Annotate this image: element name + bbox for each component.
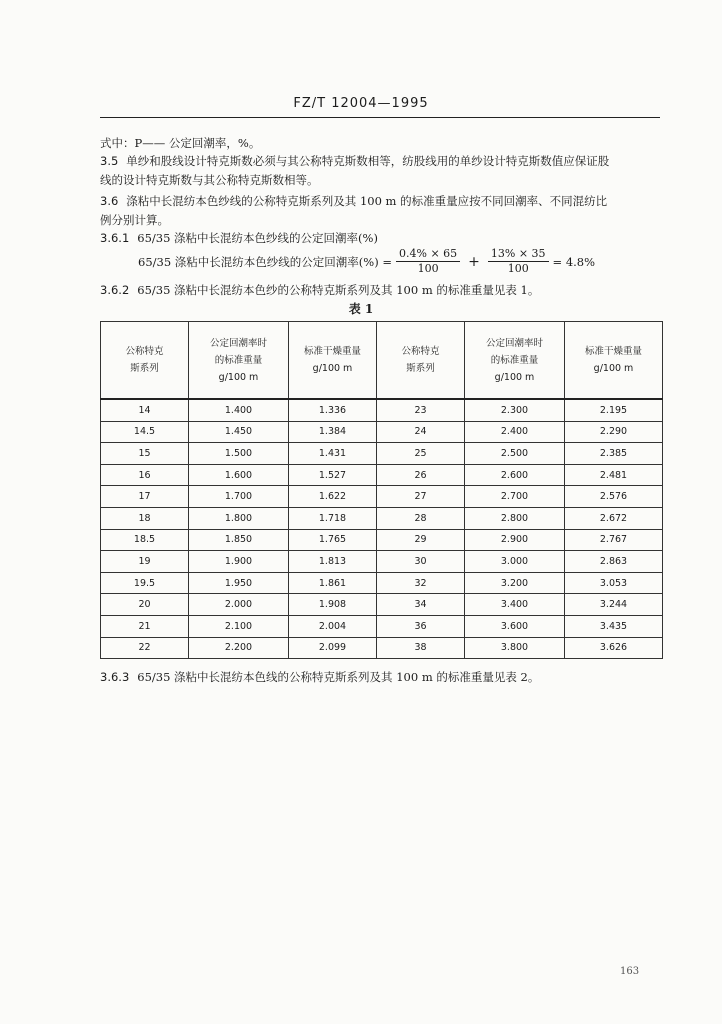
table-cell: 1.527: [289, 464, 377, 486]
paragraph-3-5-line-2: 线的设计特克斯数与其公称特克斯数相等。: [100, 173, 319, 187]
table-cell: 2.400: [465, 421, 565, 443]
table-cell: 2.767: [565, 529, 663, 551]
table-cell: 1.950: [189, 572, 289, 594]
formula-plus: +: [468, 253, 480, 270]
table-cell: 3.244: [565, 594, 663, 616]
table-cell: 2.004: [289, 615, 377, 637]
header-line: g/100 m: [312, 363, 353, 374]
table-cell: 2.800: [465, 507, 565, 529]
section-number-3-6: 3.6: [100, 194, 119, 208]
table-cell: 1.450: [189, 421, 289, 443]
table-cell: 32: [377, 572, 465, 594]
fraction-1-denominator: 100: [417, 262, 439, 275]
table-cell: 1.431: [289, 443, 377, 465]
table-row: [101, 615, 663, 637]
table-cell: 2.100: [189, 615, 289, 637]
document-code-header: FZ/T 12004—1995: [293, 96, 429, 111]
header-line: 的标准重量: [214, 354, 263, 366]
header-line: 公称特克: [125, 346, 164, 357]
section-number-3-5: 3.5: [100, 154, 119, 168]
table-cell: 2.863: [565, 551, 663, 573]
paragraph-3-6-2: [100, 281, 662, 299]
formula-lhs: 65/35 涤粘中长混纺本色纱线的公定回潮率(%) =: [138, 254, 392, 269]
table-cell: 3.626: [565, 637, 663, 659]
table-cell: 20: [101, 594, 189, 616]
paragraph-3-6-1: [100, 229, 662, 247]
table-caption: 表 1: [348, 302, 374, 316]
table-cell: 1.900: [189, 551, 289, 573]
table-cell: 1.718: [289, 507, 377, 529]
table-row: [101, 529, 663, 551]
table-row: [101, 464, 663, 486]
table-cell: 23: [377, 399, 465, 421]
table-row: [101, 507, 663, 529]
header-line: g/100 m: [494, 371, 535, 383]
table-header-cell: [565, 322, 663, 400]
moisture-regain-formula: [138, 247, 595, 276]
table-header-cell: [377, 322, 465, 400]
table-cell: 36: [377, 615, 465, 637]
table-row: [101, 399, 663, 421]
header-line: 斯系列: [130, 363, 159, 374]
table-row: [101, 551, 663, 573]
table-cell: 19.5: [101, 572, 189, 594]
paragraph-3-5-line-1: [100, 152, 662, 170]
table-cell: 2.300: [465, 399, 565, 421]
where-line: 式中：P—— 公定回潮率，%。: [100, 136, 261, 150]
table-cell: 3.800: [465, 637, 565, 659]
table-row: [101, 594, 663, 616]
table-cell: 38: [377, 637, 465, 659]
table-cell: 1.500: [189, 443, 289, 465]
table-cell: 14: [101, 399, 189, 421]
table-cell: 1.813: [289, 551, 377, 573]
paragraph-3-6-2-text: 65/35 涤粘中长混纺本色纱的公称特克斯系列及其 100 m 的标准重量见表 1。: [137, 283, 540, 297]
table-header-row: [101, 322, 663, 400]
header-line: 标准干燥重量: [584, 346, 642, 357]
table-cell: 3.600: [465, 615, 565, 637]
header-line: 斯系列: [406, 363, 435, 374]
table-cell: 1.700: [189, 486, 289, 508]
table-cell: 3.400: [465, 594, 565, 616]
table-cell: 1.600: [189, 464, 289, 486]
table-cell: 2.600: [465, 464, 565, 486]
table-cell: 24: [377, 421, 465, 443]
table-row: [101, 486, 663, 508]
table-cell: 26: [377, 464, 465, 486]
header-line: 标准干燥重量: [303, 346, 361, 357]
table-cell: 2.195: [565, 399, 663, 421]
table-cell: 3.435: [565, 615, 663, 637]
header-rule: [100, 117, 660, 118]
table-cell: 27: [377, 486, 465, 508]
table-header-cell: [189, 322, 289, 400]
table-cell: 16: [101, 464, 189, 486]
table-cell: 3.053: [565, 572, 663, 594]
table-header-cell: [289, 322, 377, 400]
table-cell: 25: [377, 443, 465, 465]
page-number: 163: [620, 966, 640, 977]
header-line: g/100 m: [218, 371, 259, 383]
table-cell: 3.200: [465, 572, 565, 594]
standard-weight-table: [100, 321, 663, 659]
section-number-3-6-2: 3.6.2: [100, 283, 130, 297]
fraction-2-numerator: 13% × 35: [488, 247, 549, 262]
table-cell: 1.861: [289, 572, 377, 594]
table-cell: 1.622: [289, 486, 377, 508]
header-line: 的标准重量: [490, 354, 539, 366]
table-cell: 1.384: [289, 421, 377, 443]
table-cell: 1.850: [189, 529, 289, 551]
fraction-1-numerator: 0.4% × 65: [396, 247, 460, 262]
table-cell: 15: [101, 443, 189, 465]
paragraph-3-6-1-text: 65/35 涤粘中长混纺本色纱线的公定回潮率(%): [137, 231, 378, 245]
paragraph-3-6-text-a: 涤粘中长混纺本色纱线的公称特克斯系列及其 100 m 的标准重量应按不同回潮率、不同混纺比: [126, 194, 608, 208]
table-cell: 28: [377, 507, 465, 529]
header-line: g/100 m: [593, 363, 634, 374]
table-row: [101, 443, 663, 465]
table-row: [101, 637, 663, 659]
table-cell: 2.099: [289, 637, 377, 659]
table-cell: 1.908: [289, 594, 377, 616]
paragraph-3-6-line-2: 例分别计算。: [100, 213, 169, 227]
table-cell: 1.400: [189, 399, 289, 421]
fraction-2-denominator: 100: [507, 262, 529, 275]
table-cell: 14.5: [101, 421, 189, 443]
table-header-cell: [101, 322, 189, 400]
table-cell: 1.765: [289, 529, 377, 551]
table-cell: 2.481: [565, 464, 663, 486]
formula-fraction-2: [488, 247, 549, 276]
section-number-3-6-3: 3.6.3: [100, 670, 130, 684]
table-cell: 2.700: [465, 486, 565, 508]
paragraph-3-6-3-text: 65/35 涤粘中长混纺本色线的公称特克斯系列及其 100 m 的标准重量见表 2。: [137, 670, 540, 684]
table-cell: 19: [101, 551, 189, 573]
table-cell: 1.336: [289, 399, 377, 421]
table-cell: 2.385: [565, 443, 663, 465]
table-cell: 2.200: [189, 637, 289, 659]
table-cell: 2.500: [465, 443, 565, 465]
table-cell: 22: [101, 637, 189, 659]
table-cell: 29: [377, 529, 465, 551]
table-cell: 17: [101, 486, 189, 508]
table-row: [101, 572, 663, 594]
header-line: 公定回潮率时: [485, 337, 543, 349]
formula-result: = 4.8%: [552, 254, 596, 269]
table-cell: 30: [377, 551, 465, 573]
header-line: 公称特克: [401, 346, 440, 357]
table-cell: 2.576: [565, 486, 663, 508]
table-cell: 2.290: [565, 421, 663, 443]
table-header-cell: [465, 322, 565, 400]
paragraph-3-6-3: [100, 668, 662, 686]
table-cell: 2.900: [465, 529, 565, 551]
table-cell: 2.672: [565, 507, 663, 529]
section-number-3-6-1: 3.6.1: [100, 231, 130, 245]
table-row: [101, 421, 663, 443]
paragraph-3-5-text-a: 单纱和股线设计特克斯数必须与其公称特克斯数相等，纺股线用的单纱设计特克斯数值应保证股: [126, 154, 610, 168]
table-cell: 21: [101, 615, 189, 637]
table-body: [101, 399, 663, 659]
header-line: 公定回潮率时: [209, 337, 267, 349]
table-cell: 1.800: [189, 507, 289, 529]
formula-fraction-1: [396, 247, 460, 276]
table-cell: 3.000: [465, 551, 565, 573]
table-cell: 2.000: [189, 594, 289, 616]
paragraph-3-6-line-1: [100, 192, 662, 210]
table-cell: 34: [377, 594, 465, 616]
table-cell: 18.5: [101, 529, 189, 551]
table-cell: 18: [101, 507, 189, 529]
